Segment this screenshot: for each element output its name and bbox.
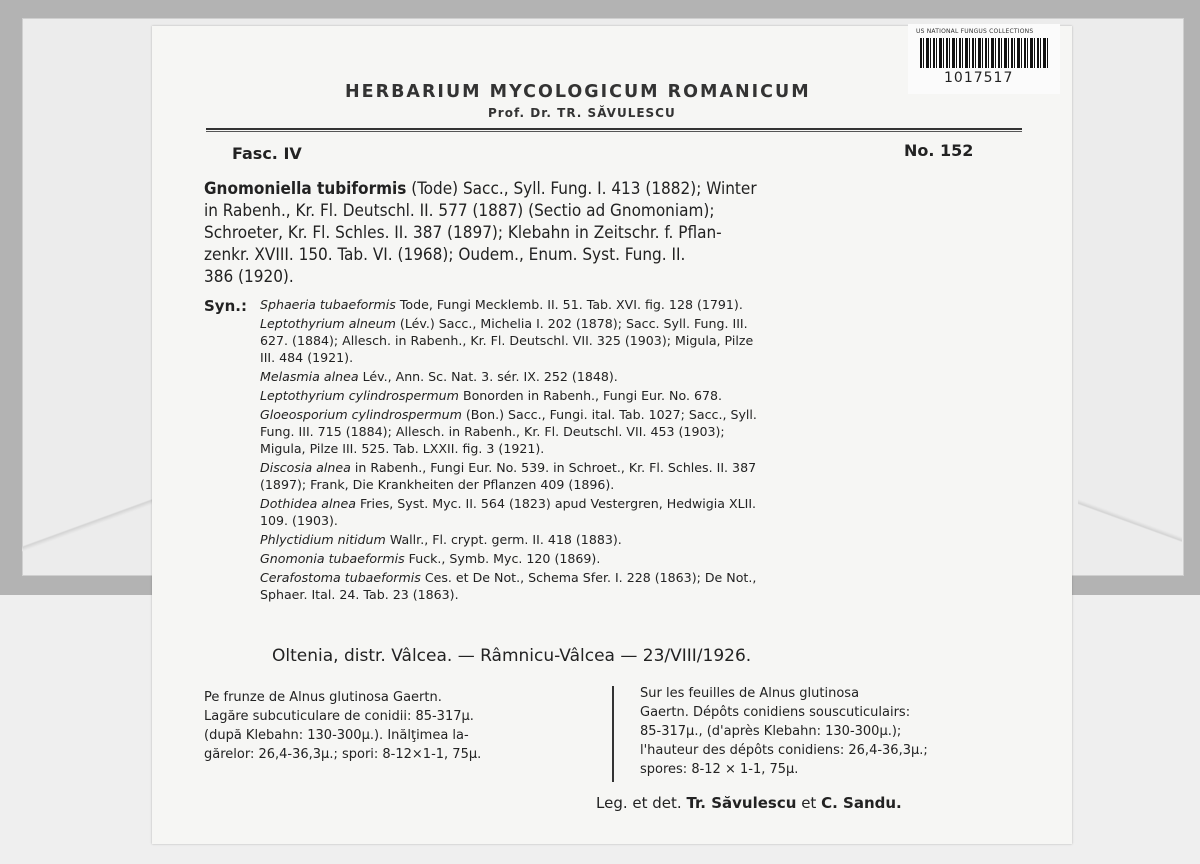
note-line: spores: 8-12 × 1-1, 75μ. xyxy=(640,762,799,777)
synonym-entry xyxy=(260,569,1024,603)
synonym-line xyxy=(260,495,1024,512)
herbarium-title: HERBARIUM MYCOLOGICUM ROMANICUM xyxy=(345,82,811,102)
synonym-continuation: Migula, Pilze III. 525. Tab. LXXII. fig. 3 (1921). xyxy=(260,441,545,456)
synonym-entry xyxy=(260,406,1024,457)
synonym-name: Leptothyrium cylindrospermum xyxy=(260,388,459,403)
note-line: (după Klebahn: 130-300μ.). Inălţimea la- xyxy=(204,728,469,743)
synonym-continuation: III. 484 (1921). xyxy=(260,350,354,365)
fascicle-label: Fasc. IV xyxy=(232,144,302,163)
envelope-flap-left xyxy=(22,470,162,574)
note-line: gărelor: 26,4-36,3μ.; spori: 8-12×1-1, 75μ. xyxy=(204,747,482,762)
synonym-line xyxy=(260,550,1024,567)
synonym-reference: Fries, Syst. Myc. II. 564 (1823) apud Vestergren, Hedwigia XLII. xyxy=(359,496,757,511)
notes-romanian xyxy=(204,688,594,764)
synonym-entry xyxy=(260,296,1024,313)
synonym-continuation: Sphaer. Ital. 24. Tab. 23 (1863). xyxy=(260,587,459,602)
note-line: Gaertn. Dépôts conidiens souscuticulairs: xyxy=(640,705,911,720)
column-divider xyxy=(612,686,614,782)
synonym-continuation: 627. (1884); Allesch. in Rabenh., Kr. Fl. Deutschl. VII. 325 (1903); Migula, Pilze xyxy=(260,333,754,348)
envelope-flap-right xyxy=(1078,470,1182,574)
synonym-reference: Tode, Fungi Mecklemb. II. 51. Tab. XVI. fig. 128 (1791). xyxy=(399,297,743,312)
synonym-name: Dothidea alnea xyxy=(260,496,356,511)
synonyms-list xyxy=(260,296,1024,605)
synonym-reference: Bonorden in Rabenh., Fungi Eur. No. 678. xyxy=(462,388,722,403)
collector-name-1: Tr. Săvulescu xyxy=(686,794,797,812)
synonym-entry xyxy=(260,495,1024,529)
collector-name-2: C. Sandu. xyxy=(821,794,902,812)
synonym-entry xyxy=(260,368,1024,385)
synonym-name: Melasmia alnea xyxy=(260,369,359,384)
note-line: Lagăre subcuticulare de conidii: 85-317μ. xyxy=(204,709,474,724)
citation-line-3: Schroeter, Kr. Fl. Schles. II. 387 (1897); Klebahn in Zeitschr. f. Pflan- xyxy=(204,223,722,243)
citation-line-5: 386 (1920). xyxy=(204,267,294,287)
synonym-reference: Ces. et De Not., Schema Sfer. I. 228 (1863); De Not., xyxy=(424,570,757,585)
collector-line xyxy=(596,794,1016,812)
synonym-entry xyxy=(260,531,1024,548)
note-line: Pe frunze de Alnus glutinosa Gaertn. xyxy=(204,690,442,705)
note-line: Sur les feuilles de Alnus glutinosa xyxy=(640,686,860,701)
synonym-line xyxy=(260,387,1024,404)
specimen-number: No. 152 xyxy=(904,141,974,160)
citation-line-4: zenkr. XVIII. 150. Tab. VI. (1968); Oudem., Enum. Syst. Fung. II. xyxy=(204,245,686,265)
synonyms-label: Syn.: xyxy=(204,297,247,315)
synonym-entry xyxy=(260,550,1024,567)
notes-french xyxy=(640,684,1024,779)
synonym-name: Sphaeria tubaeformis xyxy=(260,297,396,312)
header-rule-thin xyxy=(206,131,1022,132)
synonym-name: Phlyctidium nitidum xyxy=(260,532,386,547)
synonym-reference: (Lév.) Sacc., Michelia I. 202 (1878); Sacc. Syll. Fung. III. xyxy=(399,316,748,331)
barcode-number: 1017517 xyxy=(944,70,1014,86)
synonym-name: Cerafostoma tubaeformis xyxy=(260,570,421,585)
species-citation xyxy=(204,178,1024,288)
synonym-continuation: Fung. III. 715 (1884); Allesch. in Rabenh., Kr. Fl. Deutschl. VII. 453 (1903); xyxy=(260,424,725,439)
synonym-line xyxy=(260,531,1024,548)
synonym-name: Leptothyrium alneum xyxy=(260,316,396,331)
synonym-line xyxy=(260,368,1024,385)
synonym-continuation: 109. (1903). xyxy=(260,513,338,528)
note-line: 85-317μ., (d'après Klebahn: 130-300μ.); xyxy=(640,724,902,739)
synonym-line xyxy=(260,296,1024,313)
synonym-entry xyxy=(260,315,1024,366)
barcode-sticker xyxy=(908,24,1060,94)
synonym-continuation: (1897); Frank, Die Krankheiten der Pflanzen 409 (1896). xyxy=(260,477,615,492)
synonym-name: Gnomonia tubaeformis xyxy=(260,551,405,566)
synonym-reference: Wallr., Fl. crypt. germ. II. 418 (1883). xyxy=(389,532,622,547)
note-line: l'hauteur des dépôts conidiens: 26,4-36,3μ.; xyxy=(640,743,928,758)
citation-text-1: (Tode) Sacc., Syll. Fung. I. 413 (1882); Winter xyxy=(411,179,757,199)
synonym-entry xyxy=(260,387,1024,404)
synonym-reference: Fuck., Symb. Myc. 120 (1869). xyxy=(408,551,601,566)
synonym-line xyxy=(260,315,1024,332)
synonym-name: Gloeosporium cylindrospermum xyxy=(260,407,462,422)
header-rule xyxy=(206,128,1022,130)
synonym-entry xyxy=(260,459,1024,493)
synonym-line xyxy=(260,569,1024,586)
locality-line: Oltenia, distr. Vâlcea. — Râmnicu-Vâlcea — 23/VIII/1926. xyxy=(272,646,752,666)
synonym-name: Discosia alnea xyxy=(260,460,351,475)
synonym-reference: Lév., Ann. Sc. Nat. 3. sér. IX. 252 (1848). xyxy=(362,369,618,384)
synonym-line xyxy=(260,459,1024,476)
species-name: Gnomoniella tubiformis xyxy=(204,179,407,199)
barcode-icon xyxy=(920,38,1048,68)
barcode-caption: US NATIONAL FUNGUS COLLECTIONS xyxy=(916,28,1034,35)
herbarium-subtitle: Prof. Dr. TR. SĂVULESCU xyxy=(488,106,676,120)
synonym-reference: in Rabenh., Fungi Eur. No. 539. in Schroet., Kr. Fl. Schles. II. 387 xyxy=(354,460,757,475)
collector-prefix: Leg. et det. xyxy=(596,794,682,812)
synonym-line xyxy=(260,406,1024,423)
citation-line-1 xyxy=(204,178,1024,200)
citation-line-2: in Rabenh., Kr. Fl. Deutschl. II. 577 (1887) (Sectio ad Gnomoniam); xyxy=(204,201,715,221)
collector-conj: et xyxy=(801,794,817,812)
synonym-reference: (Bon.) Sacc., Fungi. ital. Tab. 1027; Sacc., Syll. xyxy=(465,407,757,422)
